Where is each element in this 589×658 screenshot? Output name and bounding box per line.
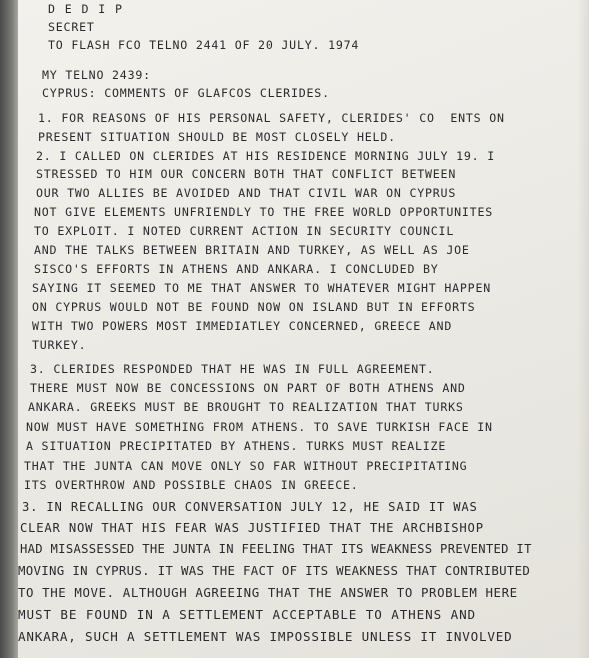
body-line: ANKARA. GREEKS MUST BE BROUGHT TO REALIZATION THAT TURKS (28, 400, 464, 414)
body-line: A SITUATION PRECIPITATED BY ATHENS. TURKS MUST REALIZE (26, 439, 447, 453)
body-line: WITH TWO POWERS MOST IMMEDIATLEY CONCERNED, GREECE AND (32, 319, 453, 333)
body-line: CYPRUS: COMMENTS OF GLAFCOS CLERIDES. (42, 86, 330, 100)
body-line: MOVING IN CYPRUS. IT WAS THE FACT OF ITS WEAKNESS THAT CONTRIBUTED (18, 563, 531, 578)
body-line: TO EXPLOIT. I NOTED CURRENT ACTION IN SECURITY COUNCIL (34, 224, 455, 238)
body-line: TURKEY. (32, 338, 87, 352)
body-line: AND THE TALKS BETWEEN BRITAIN AND TURKEY, AS WELL AS JOE (34, 243, 470, 257)
body-line: THERE MUST NOW BE CONCESSIONS ON PART OF BOTH ATHENS AND (30, 381, 466, 395)
body-line: TO THE MOVE. ALTHOUGH AGREEING THAT THE ANSWER TO PROBLEM HERE (18, 585, 518, 600)
body-line: 2. I CALLED ON CLERIDES AT HIS RESIDENCE MORNING JULY 19. I (36, 149, 496, 163)
body-line: 3. IN RECALLING OUR CONVERSATION JULY 12, HE SAID IT WAS (22, 500, 478, 514)
body-line: HAD MISASSESSED THE JUNTA IN FEELING THAT ITS WEAKNESS PREVENTED IT (20, 542, 532, 556)
body-line: CLEAR NOW THAT HIS FEAR WAS JUSTIFIED THAT THE ARCHBISHOP (20, 521, 484, 535)
telegram-page (18, 0, 589, 658)
body-line: MUST BE FOUND IN A SETTLEMENT ACCEPTABLE TO ATHENS AND (18, 607, 477, 622)
body-line: 3. CLERIDES RESPONDED THAT HE WAS IN FULL AGREEMENT. (30, 362, 435, 376)
body-line: SAYING IT SEEMED TO ME THAT ANSWER TO WHATEVER MIGHT HAPPEN (32, 281, 492, 295)
body-line: 1. FOR REASONS OF HIS PERSONAL SAFETY, CLERIDES' CO ENTS ON (38, 111, 505, 125)
body-line: ON CYPRUS WOULD NOT BE FOUND NOW ON ISLAND BUT IN EFFORTS (32, 300, 476, 314)
body-line: ITS OVERTHROW AND POSSIBLE CHAOS IN GREECE. (24, 478, 359, 492)
body-line: ANKARA, SUCH A SETTLEMENT WAS IMPOSSIBLE UNLESS IT INVOLVED (18, 629, 513, 644)
body-line: THAT THE JUNTA CAN MOVE ONLY SO FAR WITHOUT PRECIPITATING (24, 459, 468, 473)
body-line: PRESENT SITUATION SHOULD BE MOST CLOSELY HELD. (38, 130, 396, 144)
header-code: D E D I P (48, 2, 124, 16)
page-edge-shadow (0, 0, 20, 658)
body-line: SISCO'S EFFORTS IN ATHENS AND ANKARA. I CONCLUDED BY (34, 262, 439, 276)
header-routing: TO FLASH FCO TELNO 2441 OF 20 JULY. 1974 (48, 38, 360, 52)
body-line: NOT GIVE ELEMENTS UNFRIENDLY TO THE FREE WORLD OPPORTUNITES (34, 205, 494, 219)
body-line: STRESSED TO HIM OUR CONCERN BOTH THAT CONFLICT BETWEEN (36, 167, 457, 181)
body-line: NOW MUST HAVE SOMETHING FROM ATHENS. TO SAVE TURKISH FACE IN (26, 420, 493, 434)
body-line: MY TELNO 2439: (42, 68, 151, 82)
header-classification: SECRET (48, 20, 95, 34)
body-line: OUR TWO ALLIES BE AVOIDED AND THAT CIVIL WAR ON CYPRUS (36, 186, 457, 200)
